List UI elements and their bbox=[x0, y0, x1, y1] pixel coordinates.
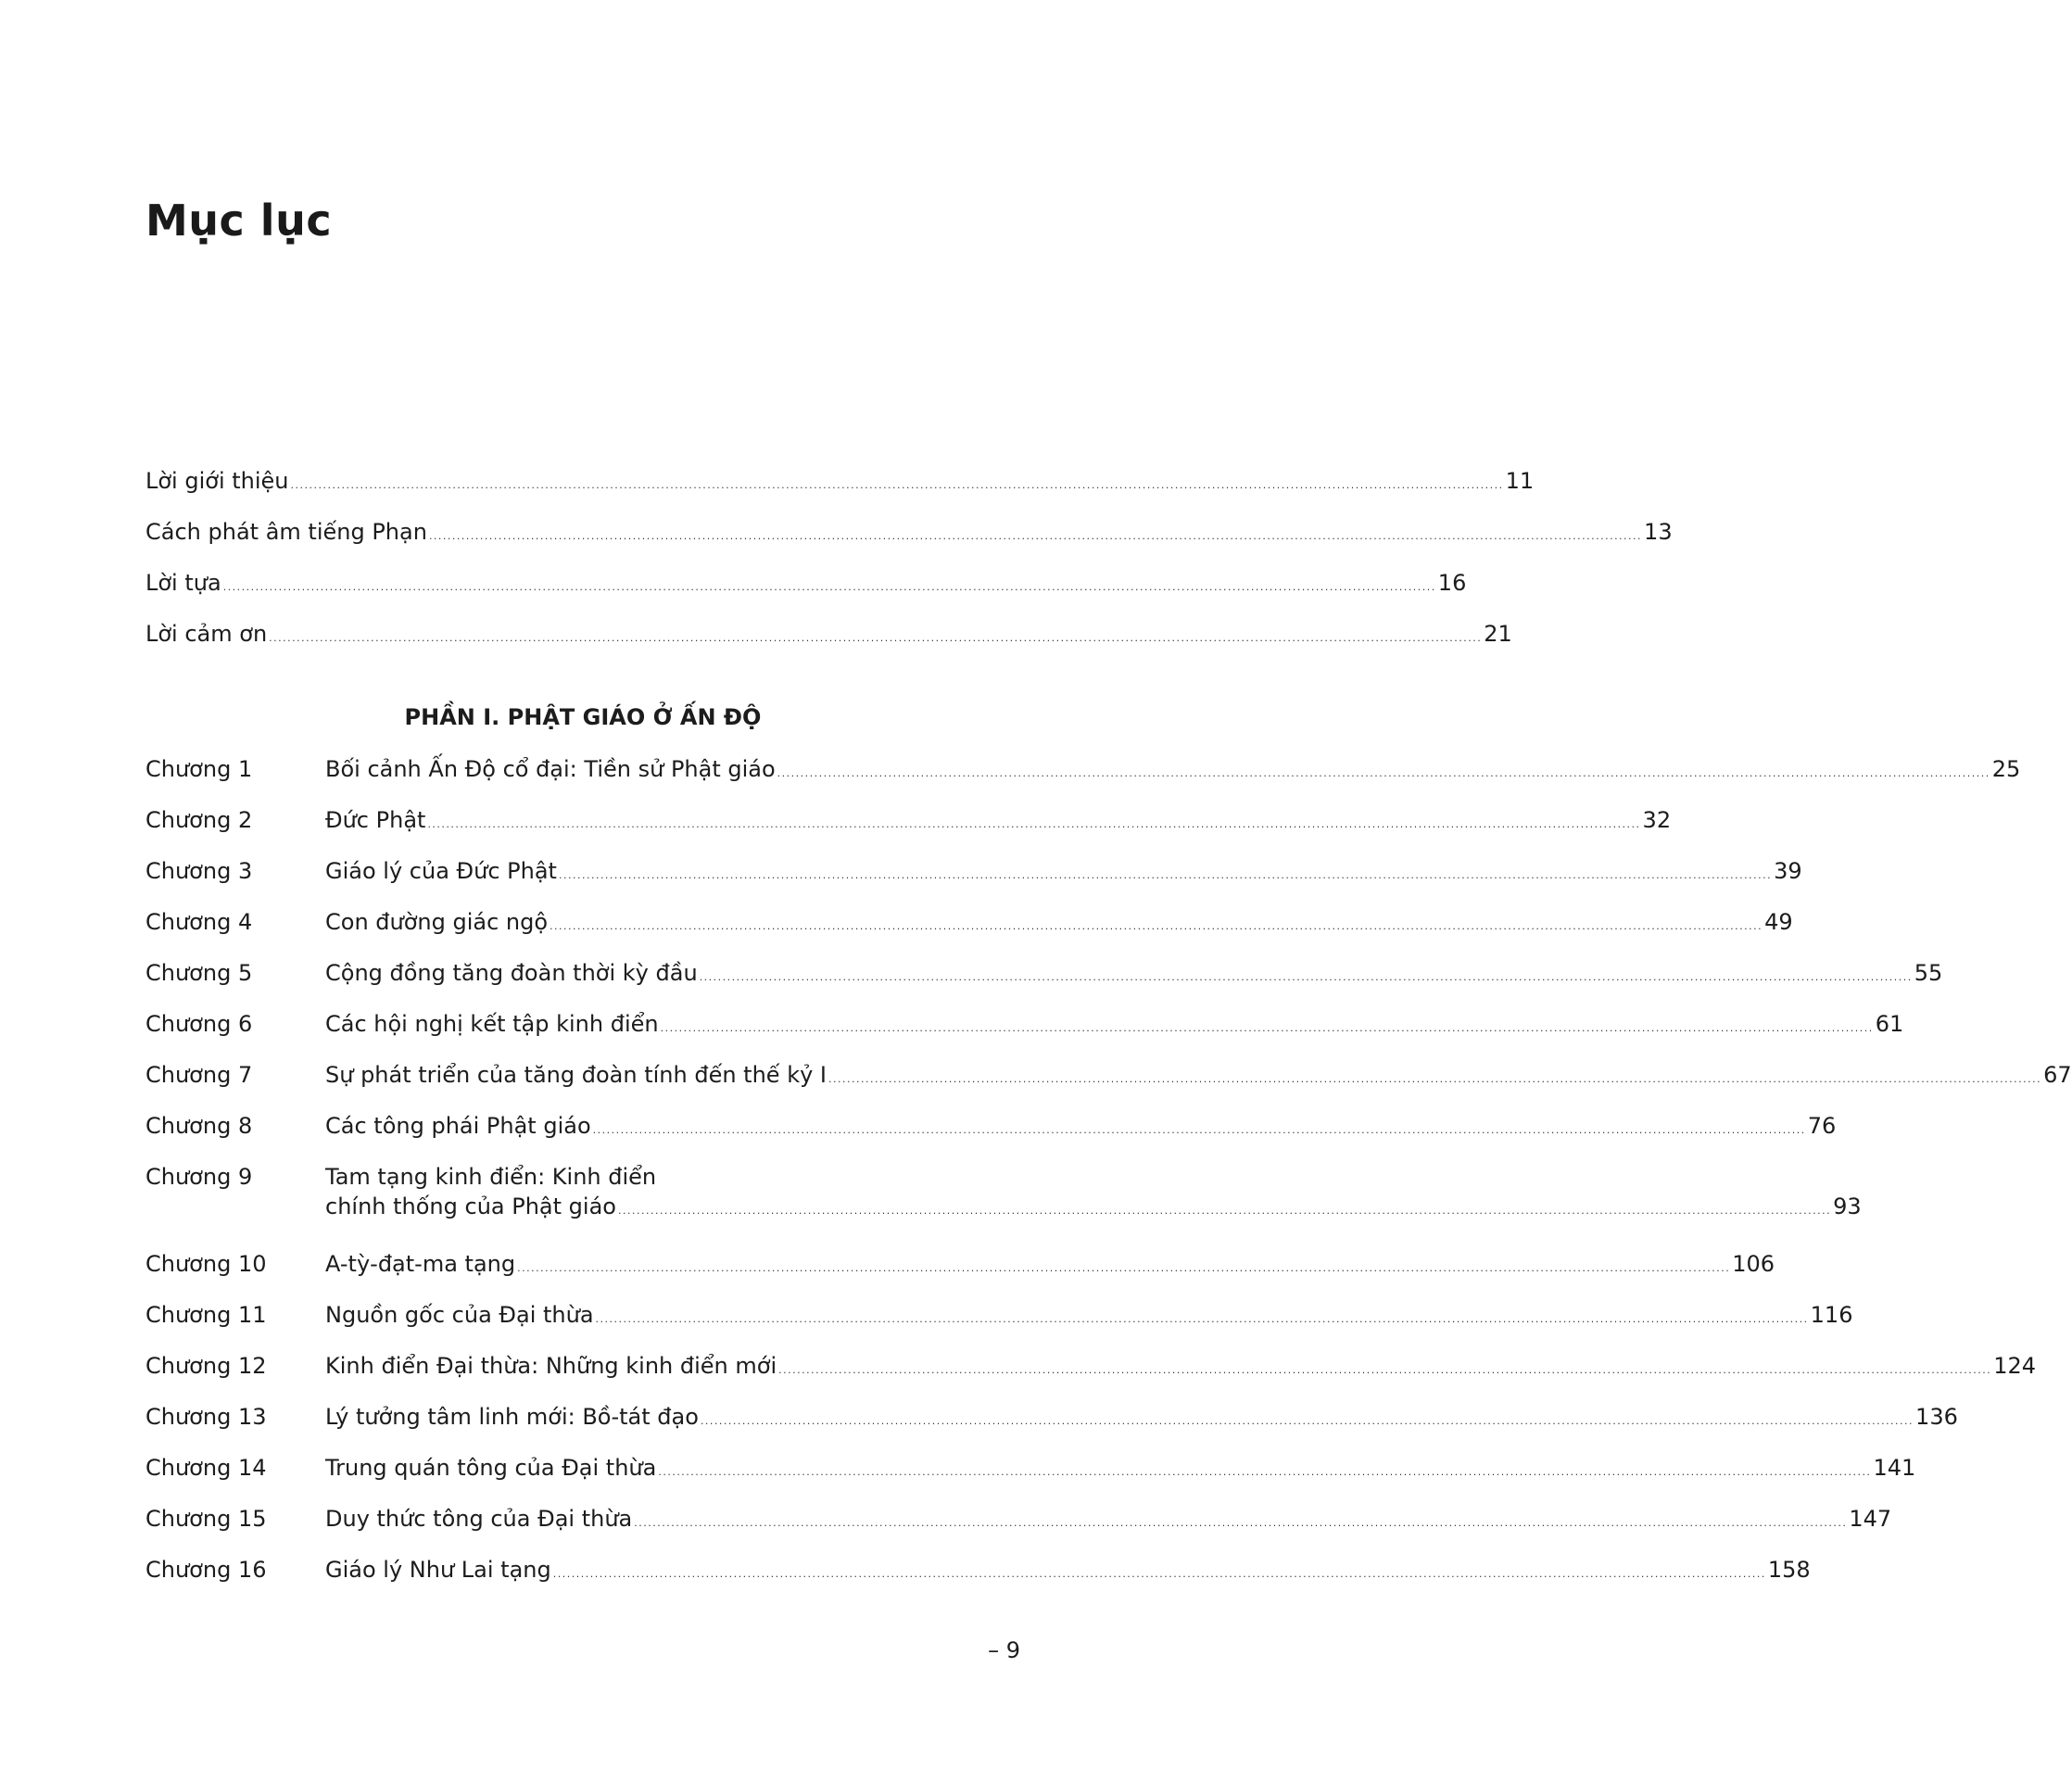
toc-entry-page: 21 bbox=[1484, 621, 1512, 647]
chapter-entry[interactable] bbox=[145, 1300, 1853, 1351]
chapter-entry[interactable] bbox=[145, 1453, 1916, 1504]
toc-entry-label: Cách phát âm tiếng Phạn bbox=[145, 519, 427, 545]
dot-leader bbox=[634, 1509, 1847, 1538]
chapter-page: 32 bbox=[1642, 807, 1672, 833]
chapter-number: Chương 10 bbox=[145, 1251, 267, 1277]
chapter-page: 39 bbox=[1774, 858, 1802, 884]
toc-entry-page: 11 bbox=[1505, 468, 1535, 494]
chapter-entry[interactable] bbox=[145, 754, 2021, 805]
chapter-number: Chương 16 bbox=[145, 1557, 267, 1583]
chapter-title: Các hội nghị kết tập kinh điển bbox=[325, 1011, 659, 1037]
chapter-title: Con đường giác ngộ bbox=[325, 909, 549, 935]
chapter-entry[interactable] bbox=[145, 1504, 1892, 1555]
dot-leader bbox=[269, 624, 1482, 653]
chapter-entry[interactable] bbox=[145, 958, 1943, 1009]
chapter-page: 136 bbox=[1915, 1404, 1958, 1430]
dot-leader bbox=[700, 963, 1913, 992]
chapter-number: Chương 8 bbox=[145, 1113, 253, 1139]
chapter-page: 141 bbox=[1873, 1455, 1916, 1481]
dot-leader bbox=[596, 1305, 1809, 1334]
chapter-title-line1: Tam tạng kinh điển: Kinh điển bbox=[325, 1164, 657, 1190]
chapter-number: Chương 11 bbox=[145, 1302, 267, 1328]
chapter-page: 124 bbox=[1993, 1353, 2037, 1379]
toc-entry[interactable] bbox=[145, 517, 1673, 568]
chapter-number: Chương 14 bbox=[145, 1455, 267, 1481]
chapter-number: Chương 1 bbox=[145, 756, 253, 782]
chapter-title: Cộng đồng tăng đoàn thời kỳ đầu bbox=[325, 960, 698, 986]
chapter-page: 49 bbox=[1764, 909, 1793, 935]
toc-entry[interactable] bbox=[145, 619, 1512, 670]
dot-leader bbox=[553, 1560, 1766, 1589]
toc-entry[interactable] bbox=[145, 466, 1535, 517]
chapter-entry[interactable] bbox=[145, 1351, 2037, 1402]
chapter-title: A-tỳ-đạt-ma tạng bbox=[325, 1251, 516, 1277]
chapter-entry[interactable] bbox=[145, 1402, 1958, 1453]
chapter-page: 76 bbox=[1807, 1113, 1837, 1139]
dot-leader bbox=[777, 759, 1990, 789]
dot-leader bbox=[550, 912, 1762, 941]
chapter-number: Chương 4 bbox=[145, 909, 253, 935]
dot-leader bbox=[291, 471, 1504, 500]
dot-leader bbox=[618, 1196, 1831, 1226]
chapter-entry[interactable] bbox=[145, 1009, 1904, 1060]
chapter-page: 106 bbox=[1732, 1251, 1775, 1277]
chapter-page: 25 bbox=[1991, 756, 2021, 782]
dot-leader bbox=[429, 522, 1642, 551]
dot-leader bbox=[778, 1356, 1991, 1385]
dot-leader bbox=[223, 573, 1436, 602]
chapter-entry[interactable] bbox=[145, 1111, 1837, 1162]
chapter-entry[interactable] bbox=[145, 805, 1672, 856]
chapter-title: Đức Phật bbox=[325, 807, 426, 833]
chapter-number: Chương 2 bbox=[145, 807, 253, 833]
chapter-entry[interactable] bbox=[145, 907, 1793, 958]
dot-leader bbox=[658, 1458, 1871, 1487]
page-title: Mục lục bbox=[145, 196, 333, 246]
chapter-number: Chương 15 bbox=[145, 1506, 267, 1532]
chapter-title: Các tông phái Phật giáo bbox=[325, 1113, 591, 1139]
chapter-entry[interactable] bbox=[145, 1249, 1775, 1300]
chapter-page: 55 bbox=[1914, 960, 1943, 986]
chapter-number: Chương 9 bbox=[145, 1164, 253, 1190]
toc-entry-page: 13 bbox=[1644, 519, 1673, 545]
toc-entry-label: Lời giới thiệu bbox=[145, 468, 289, 494]
chapter-page: 67 bbox=[2043, 1062, 2072, 1088]
chapter-page: 116 bbox=[1810, 1302, 1853, 1328]
chapter-page: 93 bbox=[1833, 1194, 1862, 1219]
page-number: – 9 bbox=[988, 1637, 1020, 1663]
chapter-title: Trung quán tông của Đại thừa bbox=[325, 1455, 657, 1481]
toc-entry-label: Lời tựa bbox=[145, 570, 221, 596]
chapter-title: Lý tưởng tâm linh mới: Bồ-tát đạo bbox=[325, 1404, 699, 1430]
toc-entry-label: Lời cảm ơn bbox=[145, 621, 268, 647]
chapter-title: Giáo lý Như Lai tạng bbox=[325, 1557, 551, 1583]
chapter-number: Chương 13 bbox=[145, 1404, 267, 1430]
chapter-entry[interactable] bbox=[145, 1162, 1862, 1249]
chapter-title: Duy thức tông của Đại thừa bbox=[325, 1506, 633, 1532]
chapter-page: 147 bbox=[1849, 1506, 1892, 1532]
chapter-number: Chương 6 bbox=[145, 1011, 253, 1037]
dot-leader bbox=[559, 861, 1772, 890]
chapter-title: chính thống của Phật giáo bbox=[325, 1194, 616, 1219]
toc-entry[interactable] bbox=[145, 568, 1467, 619]
part-heading: PHẦN I. PHẬT GIÁO Ở ẤN ĐỘ bbox=[404, 704, 762, 730]
chapter-title: Nguồn gốc của Đại thừa bbox=[325, 1302, 594, 1328]
chapter-entry[interactable] bbox=[145, 1555, 1811, 1606]
chapter-title: Sự phát triển của tăng đoàn tính đến thế kỷ I bbox=[325, 1062, 828, 1088]
dot-leader bbox=[593, 1116, 1806, 1145]
front-matter-list bbox=[145, 466, 1673, 670]
chapter-number: Chương 3 bbox=[145, 858, 253, 884]
dot-leader bbox=[517, 1254, 1730, 1283]
dot-leader bbox=[701, 1407, 1914, 1436]
chapter-title: Kinh điển Đại thừa: Những kinh điển mới bbox=[325, 1353, 777, 1379]
chapter-entry[interactable] bbox=[145, 856, 1802, 907]
chapter-number: Chương 7 bbox=[145, 1062, 253, 1088]
chapter-list bbox=[145, 754, 2072, 1606]
chapter-number: Chương 12 bbox=[145, 1353, 267, 1379]
dot-leader bbox=[427, 810, 1640, 840]
chapter-entry[interactable] bbox=[145, 1060, 2072, 1111]
dot-leader bbox=[661, 1014, 1874, 1043]
chapter-page: 158 bbox=[1767, 1557, 1811, 1583]
chapter-number: Chương 5 bbox=[145, 960, 253, 986]
chapter-page: 61 bbox=[1875, 1011, 1904, 1037]
chapter-title: Bối cảnh Ấn Độ cổ đại: Tiền sử Phật giáo bbox=[325, 756, 776, 782]
toc-entry-page: 16 bbox=[1437, 570, 1467, 596]
dot-leader bbox=[828, 1065, 2041, 1094]
chapter-title: Giáo lý của Đức Phật bbox=[325, 858, 557, 884]
